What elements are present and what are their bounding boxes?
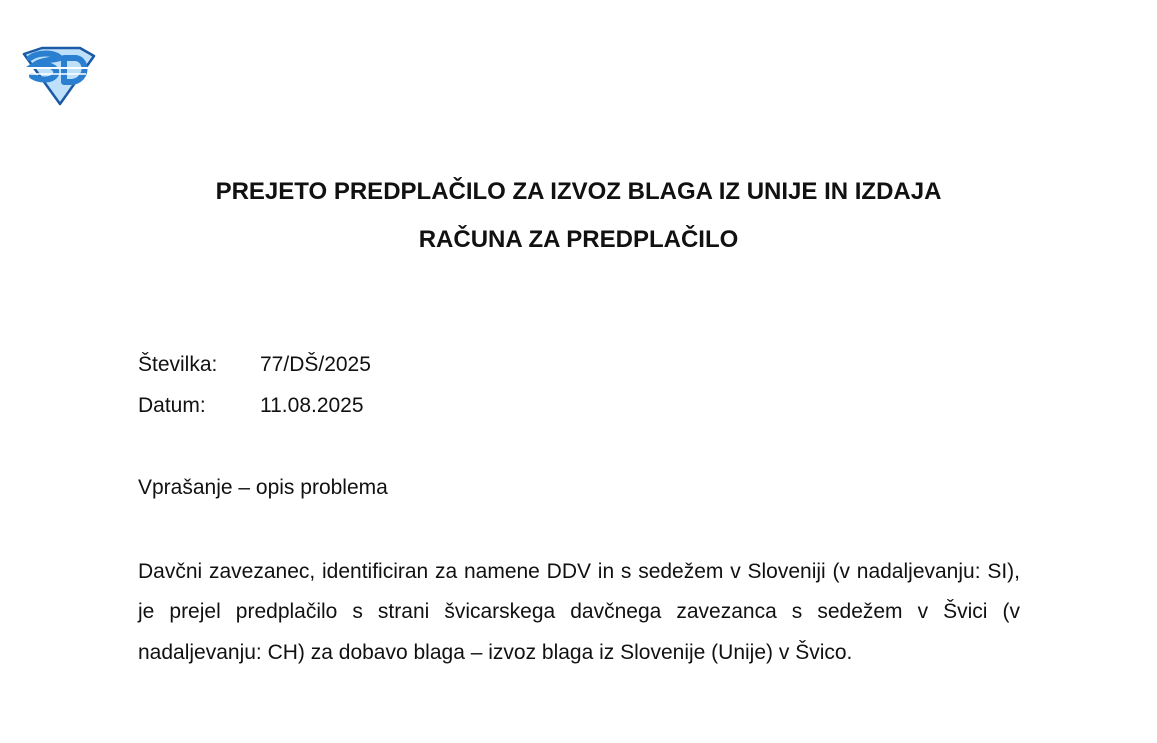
document-title-line-1: PREJETO PREDPLAČILO ZA IZVOZ BLAGA IZ UNIJE IN IZDAJA xyxy=(215,178,942,205)
company-logo-icon xyxy=(20,46,98,106)
document-title-line-2: RAČUNA ZA PREDPLAČILO xyxy=(418,226,739,253)
section-heading: Vprašanje – opis problema xyxy=(138,476,388,499)
document-number-value: 77/DŠ/2025 xyxy=(260,353,371,376)
body-paragraph: Davčni zavezanec, identificiran za namene DDV in s sedežem v Sloveniji (v nadaljevanju: SI), je prejel predplačilo s strani švicarskega davčnega zavezanca s sedežem v Švici (v nadaljevanju: CH) za dobavo blaga – izvoz blaga iz Slovenije (Unije) v Švico. xyxy=(138,560,1020,664)
document-date-row xyxy=(138,392,364,420)
document-number-label: Številka: xyxy=(138,353,218,376)
document-number-row xyxy=(138,351,371,379)
document-date-value: 11.08.2025 xyxy=(260,394,364,417)
document-date-label: Datum: xyxy=(138,394,206,417)
